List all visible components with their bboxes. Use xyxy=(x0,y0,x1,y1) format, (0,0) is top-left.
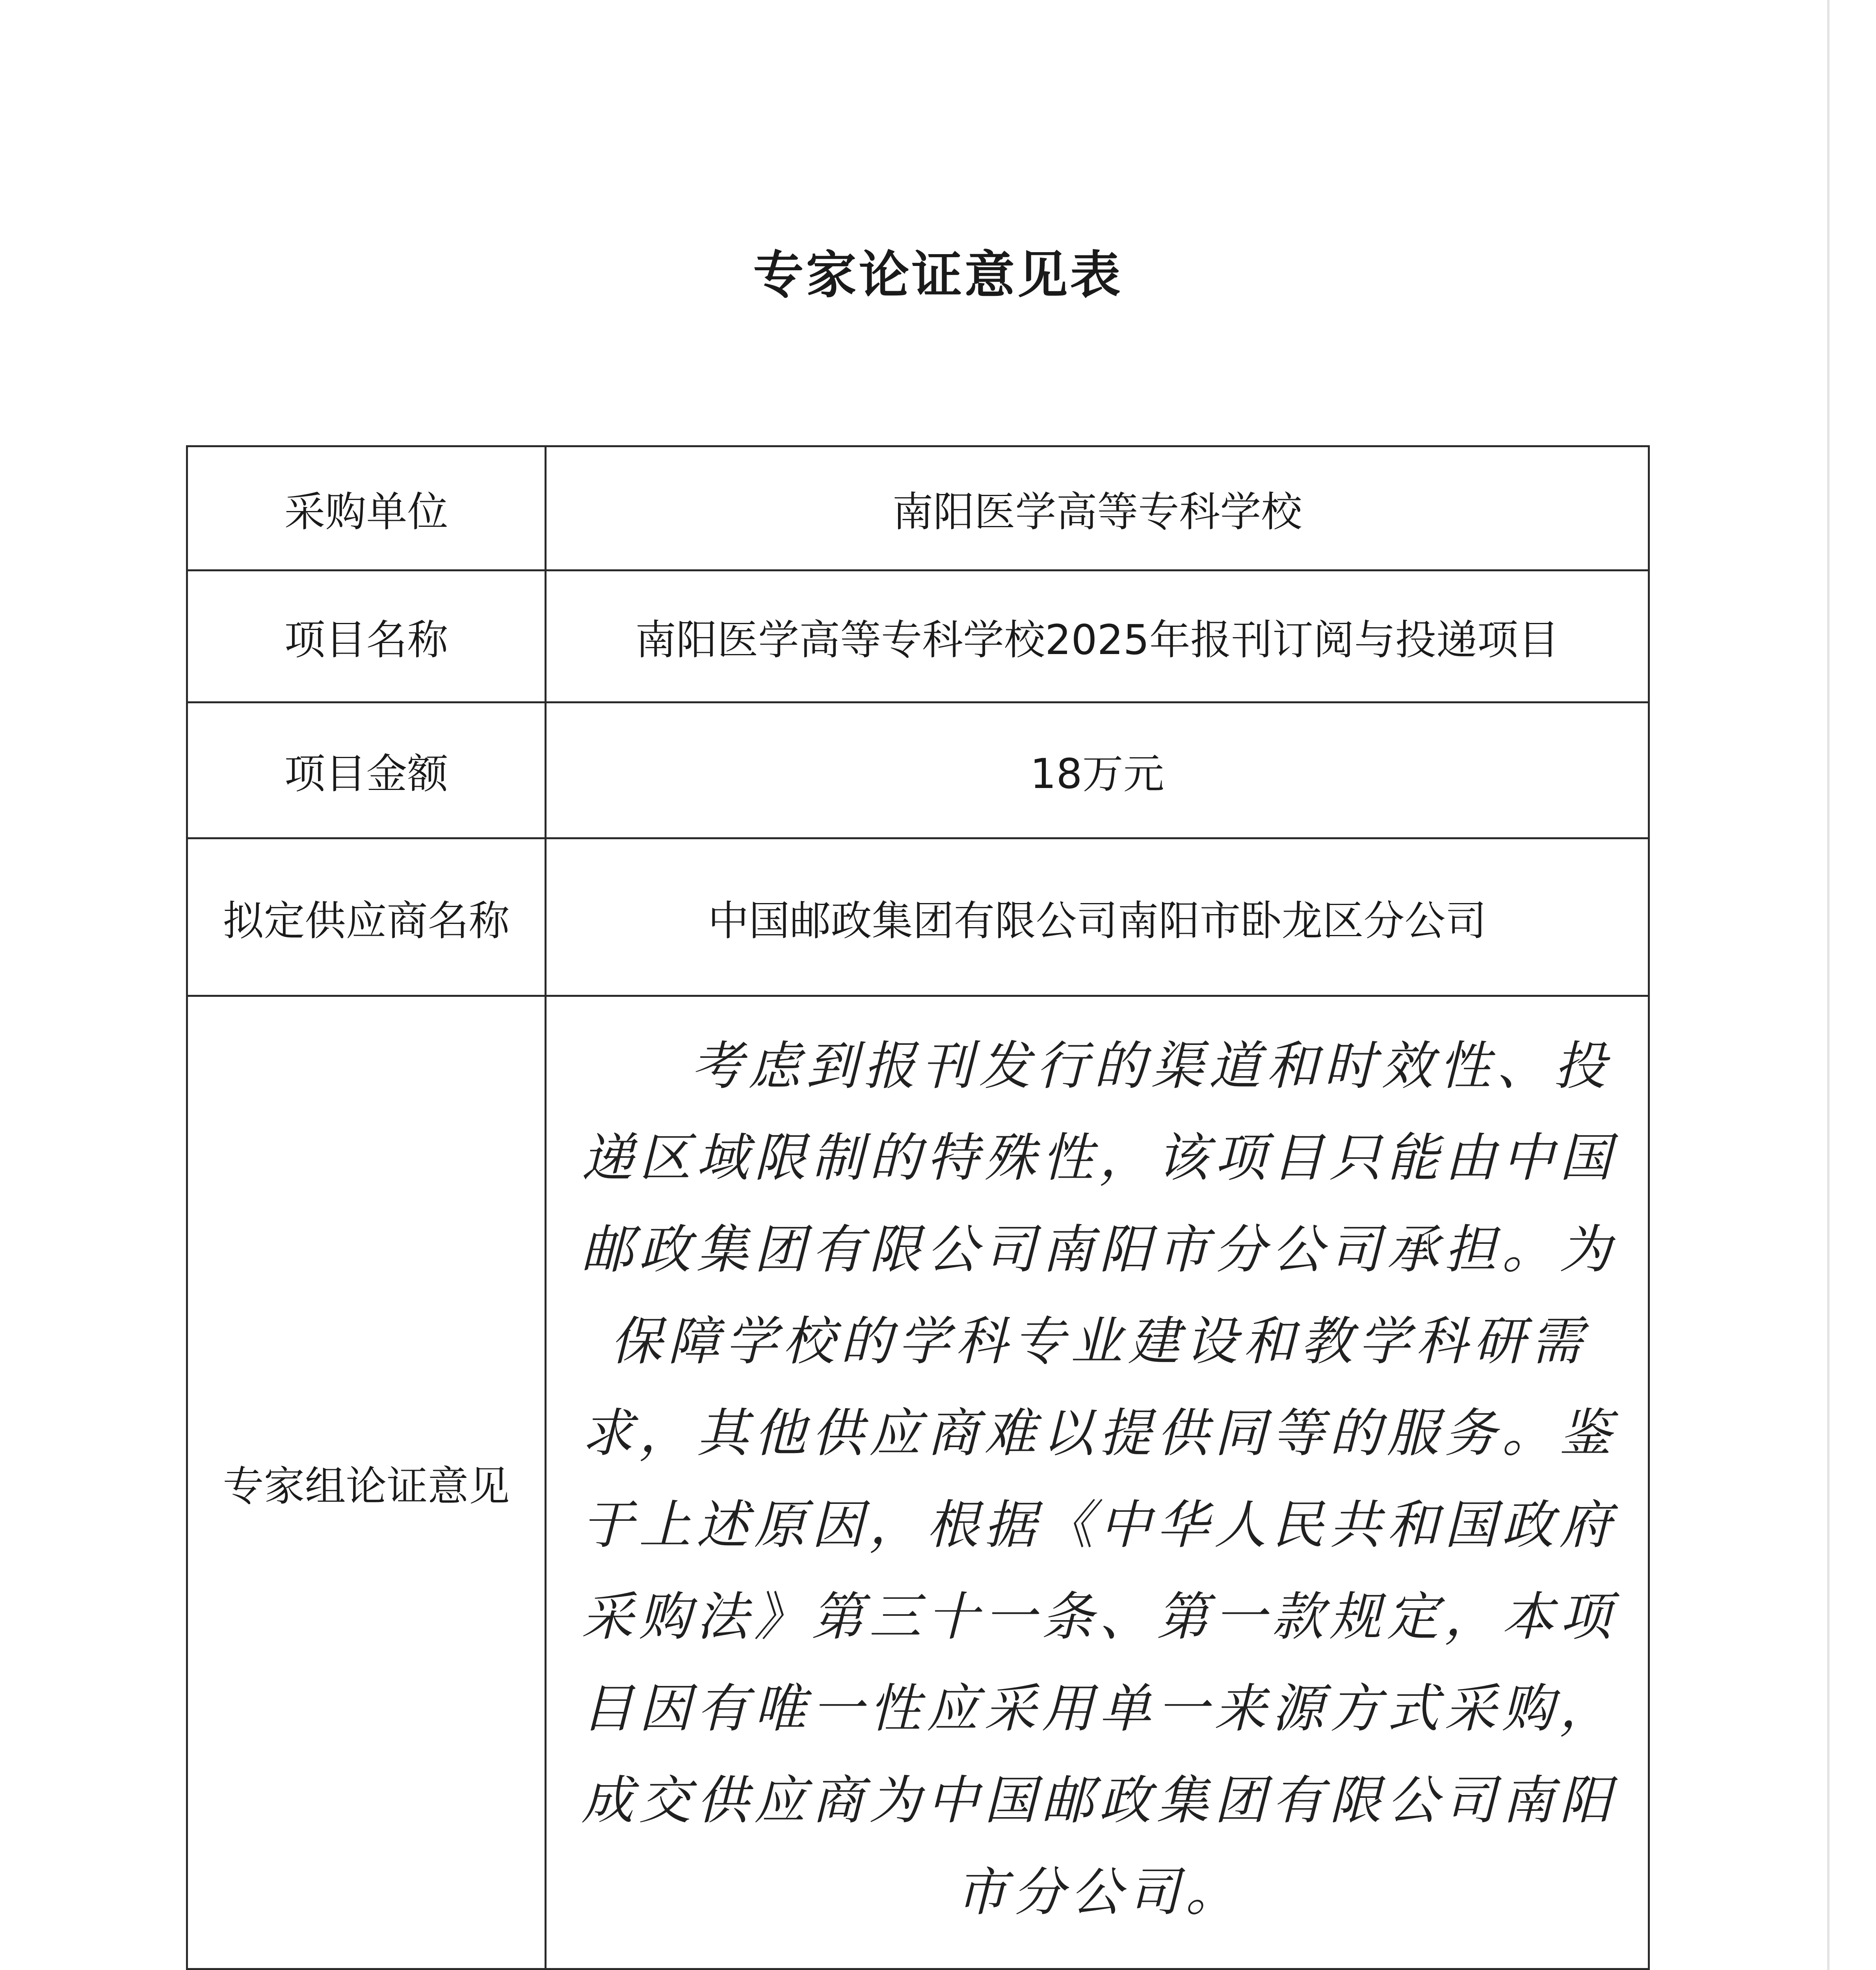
project-name-label: 项目名称 xyxy=(187,571,546,703)
proposed-supplier-label: 拟定供应商名称 xyxy=(187,838,546,996)
expert-opinion-label: 专家组论证意见 xyxy=(187,996,546,1969)
project-amount-value: 18万元 xyxy=(546,703,1649,838)
table-row-expert-opinion xyxy=(187,996,1649,1969)
table-row-purchaser xyxy=(187,446,1649,571)
purchaser-value: 南阳医学高等专科学校 xyxy=(546,446,1649,571)
page-title: 专家论证意见表 xyxy=(753,246,1123,305)
table-row-project-name xyxy=(187,571,1649,703)
expert-opinion-handwritten-text: 考虑到报刊发行的渠道和时效性、投递区域限制的特殊性，该项目只能由中国邮政集团有限公司南阳市分公司承担。为保障学校的学科专业建设和教学科研需求，其他供应商难以提供同等的服务。鉴于上述原因，根据《中华人民共和国政府采购法》第三十一条、第一款规定，本项目因有唯一性应采用单一来源方式采购，成交供应商为中国邮政集团有限公司南阳市分公司。 xyxy=(546,996,1649,1969)
expert-opinion-form xyxy=(186,445,1650,1970)
purchaser-label: 采购单位 xyxy=(187,446,546,571)
project-name-value: 南阳医学高等专科学校2025年报刊订阅与投递项目 xyxy=(546,571,1649,703)
table-row-project-amount xyxy=(187,703,1649,838)
table-row-proposed-supplier xyxy=(187,838,1649,996)
project-amount-label: 项目金额 xyxy=(187,703,546,838)
proposed-supplier-value: 中国邮政集团有限公司南阳市卧龙区分公司 xyxy=(546,838,1649,996)
